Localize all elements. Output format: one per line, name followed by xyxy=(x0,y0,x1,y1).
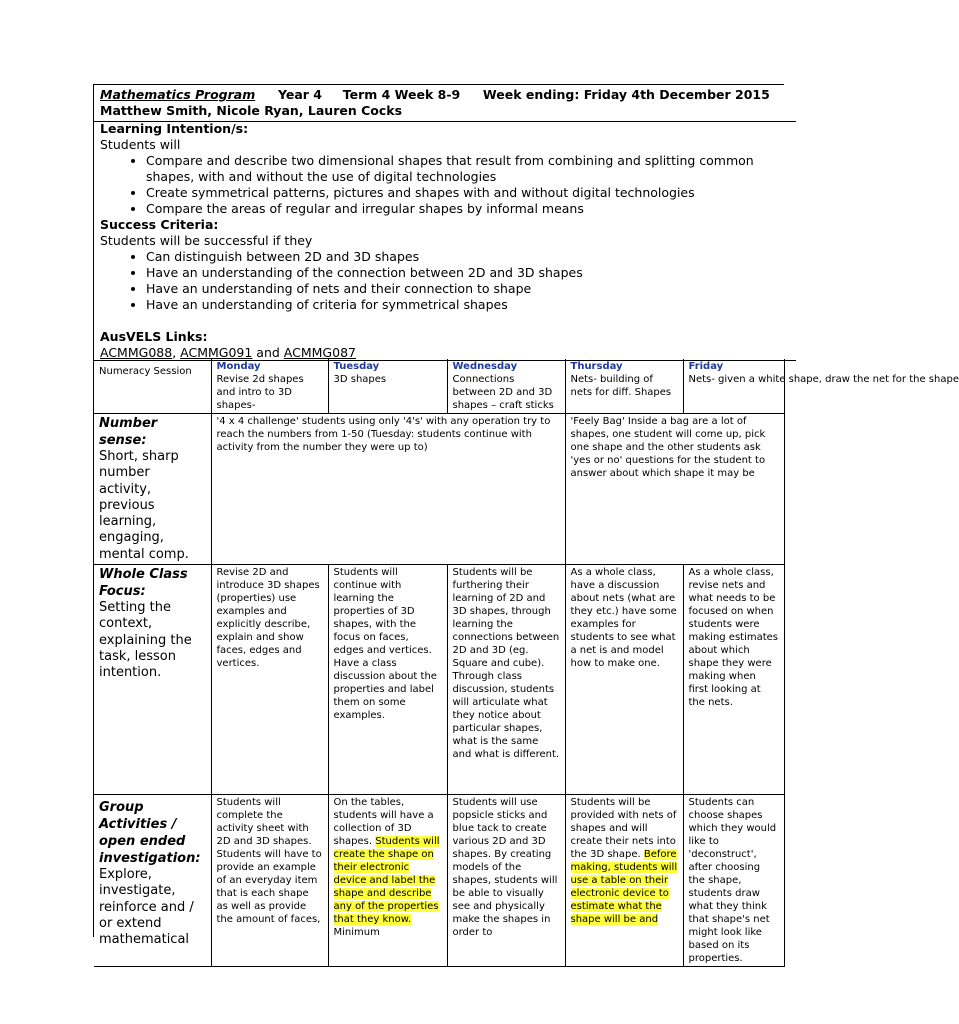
success-heading: Success Criteria: xyxy=(100,217,219,232)
learning-intro: Students will xyxy=(100,137,181,152)
group-friday: Students can choose shapes which they would like to 'deconstruct', after choosing the shape, students draw what they think that shape's net might look like based on its properties. xyxy=(683,795,784,967)
group-wednesday: Students will use popsicle sticks and blue tack to create various 2D and 3D shapes. By creating models of the shapes, students will be able to visually see and physically make the shapes in order to xyxy=(447,795,565,967)
row-description: Setting the context, explaining the task, lesson intention. xyxy=(99,600,192,681)
success-list xyxy=(100,249,790,313)
group-thursday-text: Students will be provided with nets of shapes and will create their nets into the 3D shape. xyxy=(570,797,677,861)
teachers: Matthew Smith, Nicole Ryan, Lauren Cocks xyxy=(100,103,403,118)
term-label: Term 4 Week 8-9 xyxy=(342,87,461,102)
whole-class-friday: As a whole class, revise nets and what needs to be focused on when students were making estimates about which shape they were making when first looking at the nets. xyxy=(683,565,784,795)
row-title: Number sense: xyxy=(99,416,158,448)
group-activities-label xyxy=(94,795,211,967)
day-name: Friday xyxy=(688,361,724,372)
row-description: Short, sharp number activity, previous learning, engaging, mental comp. xyxy=(99,449,189,562)
header-line xyxy=(100,87,790,103)
day-cell-monday xyxy=(211,359,328,414)
learning-list xyxy=(100,153,790,217)
day-name: Thursday xyxy=(570,361,623,372)
day-cell-friday xyxy=(683,359,959,414)
group-tuesday-text: On the tables, students will have a collection of 3D shapes. xyxy=(333,797,434,848)
success-item: • Have an understanding of nets and their connection to shape xyxy=(146,281,790,297)
day-topic: Nets- given a white shape, draw the net for the shape xyxy=(688,374,959,385)
ausvels-link-acmmg087[interactable]: ACMMG087 xyxy=(283,345,356,360)
group-tuesday-highlight: Students will create the shape on their electronic device and label the shape and describe any of the properties that they know. xyxy=(333,836,440,926)
ausvels-separator: , xyxy=(172,345,181,360)
row-title: Whole Class Focus: xyxy=(99,567,188,600)
lesson-plan-document xyxy=(93,84,959,965)
ausvels-link-acmmg088[interactable]: ACMMG088 xyxy=(100,345,173,360)
row-title: Group Activities / open ended investigation: xyxy=(99,800,201,867)
group-tuesday xyxy=(328,795,447,967)
program-title: Mathematics Program xyxy=(100,87,256,102)
success-item: • Have an understanding of criteria for symmetrical shapes xyxy=(146,297,790,313)
ausvels-separator: and xyxy=(252,345,284,360)
learning-item-continued: shapes, with and without the use of digital technologies xyxy=(146,169,497,184)
header-row xyxy=(94,85,796,122)
whole-class-thursday: As a whole class, have a discussion about nets (what are they etc.) have some examples for students to see what a net is and model how to make one. xyxy=(565,565,683,795)
whole-class-row xyxy=(94,565,784,795)
success-item: • Have an understanding of the connection between 2D and 3D shapes xyxy=(146,265,790,281)
day-cell-tuesday xyxy=(328,359,447,414)
day-topic: Revise 2d shapes and intro to 3D shapes- xyxy=(216,374,304,411)
day-topic: Nets- building of nets for diff. Shapes xyxy=(570,374,672,398)
intentions-section xyxy=(94,118,796,361)
row-description: Explore, investigate, reinforce and / or extend mathematical xyxy=(99,867,194,948)
day-topic: 3D shapes xyxy=(333,374,387,385)
group-monday: Students will complete the activity sheet with 2D and 3D shapes. Students will have to provide an example of an everyday item that is each shape as well as provide the amount of faces, xyxy=(211,795,328,967)
success-intro: Students will be successful if they xyxy=(100,233,313,248)
number-sense-row xyxy=(94,414,784,565)
group-thursday xyxy=(565,795,683,967)
session-label: Numeracy Session xyxy=(94,359,211,414)
day-name: Tuesday xyxy=(333,361,380,372)
day-cell-wednesday xyxy=(447,359,565,414)
number-sense-mon-wed: '4 x 4 challenge' students using only '4's' with any operation try to reach the numbers from 1-50 (Tuesday: students continue with activity from the number they were up to) xyxy=(211,414,565,565)
number-sense-label xyxy=(94,414,211,565)
day-cell-thursday xyxy=(565,359,683,414)
group-thursday-highlight: Before making, students will use a table on their electronic device to estimate what the shape will be and xyxy=(570,849,678,926)
week-ending: Week ending: Friday 4th December 2015 xyxy=(482,87,770,102)
learning-item: • Compare and describe two dimensional shapes that result from combining and splitting common xyxy=(146,153,790,169)
whole-class-monday: Revise 2D and introduce 3D shapes (properties) use examples and explicitly describe, explain and show faces, edges and vertices. xyxy=(211,565,328,795)
group-tuesday-text-end: Minimum xyxy=(333,927,380,939)
days-row xyxy=(94,359,784,414)
learning-item: • Compare the areas of regular and irregular shapes by informal means xyxy=(146,201,790,217)
whole-class-label xyxy=(94,565,211,795)
ausvels-link-acmmg091[interactable]: ACMMG091 xyxy=(180,345,253,360)
ausvels-heading: AusVELS Links: xyxy=(100,329,208,344)
day-topic: Connections between 2D and 3D shapes – craft sticks xyxy=(452,374,554,411)
number-sense-thu-fri: 'Feely Bag' Inside a bag are a lot of shapes, one student will come up, pick one shape and the other students ask 'yes or no' questions for the student to answer about which shape it may be xyxy=(565,414,784,565)
group-activities-row xyxy=(94,795,784,967)
whole-class-tuesday: Students will continue with learning the properties of 3D shapes, with the focus on faces, edges and vertices. Have a class discussion about the properties and label them on some examples. xyxy=(328,565,447,795)
day-name: Wednesday xyxy=(452,361,518,372)
year-label: Year 4 xyxy=(277,87,322,102)
weekly-grid xyxy=(94,359,959,967)
whole-class-wednesday: Students will be furthering their learning of 2D and 3D shapes, through learning the connections between 2D and 3D (eg. Square and cube). Through class discussion, students will articulate what they notice about particular shapes, what is the same and what is different. xyxy=(447,565,565,795)
learning-heading: Learning Intention/s: xyxy=(100,121,249,136)
learning-item: • Create symmetrical patterns, pictures and shapes with and without digital technologies xyxy=(146,185,790,201)
success-item: • Can distinguish between 2D and 3D shapes xyxy=(146,249,790,265)
day-name: Monday xyxy=(216,361,261,372)
